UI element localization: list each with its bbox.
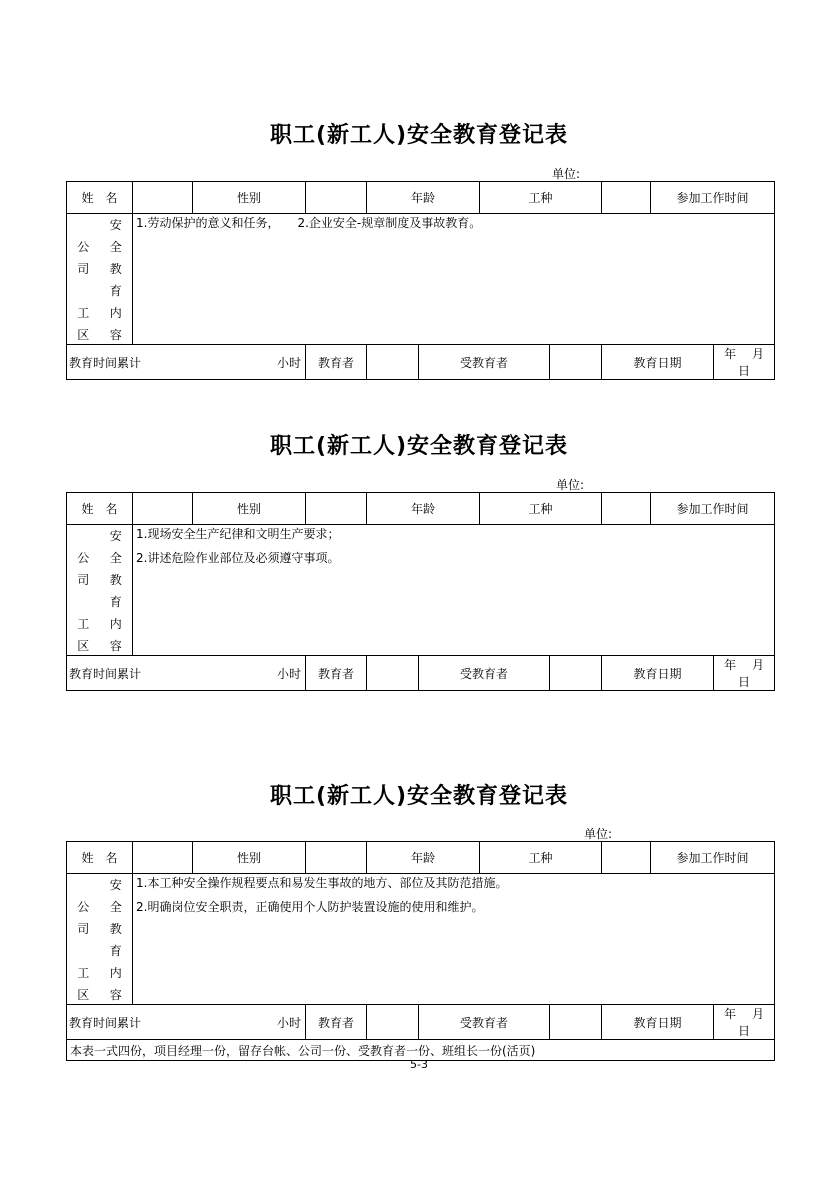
side-char (67, 874, 100, 896)
side-char: 容 (109, 988, 122, 1002)
header-row (67, 493, 775, 525)
registration-table (66, 492, 780, 691)
side-char: 教 (109, 262, 122, 276)
side-char: 育 (109, 595, 122, 609)
side-char: 内 (109, 617, 122, 631)
date-field[interactable]: 年 月 日 (714, 1005, 775, 1040)
side-char: 公 (77, 551, 90, 565)
gender-field[interactable] (306, 182, 367, 214)
side-char: 全 (109, 551, 122, 565)
job-field[interactable] (602, 493, 651, 525)
name-label: 姓 名 (67, 493, 133, 525)
content-line: 1.劳动保护的意义和任务， 2.企业安全-规章制度及事故教育。 (136, 216, 482, 230)
educatee-label: 受教育者 (419, 1005, 550, 1040)
side-char: 育 (109, 944, 122, 958)
side-char: 司 (77, 262, 90, 276)
side-char: 安 (109, 529, 122, 543)
educator-field[interactable] (367, 345, 419, 380)
education-content[interactable] (133, 525, 775, 656)
educatee-field[interactable] (550, 345, 602, 380)
side-char: 教 (109, 573, 122, 587)
side-char: 内 (109, 966, 122, 980)
side-char: 容 (109, 328, 122, 342)
hours-unit: 小时 (255, 1005, 306, 1040)
name-field[interactable] (133, 493, 193, 525)
registration-table (66, 181, 780, 380)
educator-label: 教育者 (306, 345, 367, 380)
unit-label: 单位: (556, 478, 585, 492)
content-row (67, 874, 775, 1005)
side-char: 安 (109, 218, 122, 232)
side-char: 司 (77, 922, 90, 936)
age-label: 年龄 (367, 842, 480, 874)
side-char: 全 (109, 240, 122, 254)
side-char: 公 (77, 900, 90, 914)
footer-row (67, 345, 775, 380)
side-char: 司 (77, 573, 90, 587)
gender-label: 性别 (193, 182, 306, 214)
content-row (67, 214, 775, 345)
content-line: 1.本工种安全操作规程要点和易发生事故的地方、部位及其防范措施。 (136, 876, 508, 890)
hours-unit: 小时 (255, 345, 306, 380)
name-label: 姓 名 (67, 182, 133, 214)
start-work-label: 参加工作时间 (651, 493, 775, 525)
side-char: 区 (77, 639, 90, 653)
side-char (67, 214, 100, 236)
age-label: 年龄 (367, 182, 480, 214)
name-label: 姓 名 (67, 842, 133, 874)
side-char: 育 (109, 284, 122, 298)
side-char: 工 (77, 966, 90, 980)
gender-field[interactable] (306, 493, 367, 525)
side-char (67, 940, 100, 962)
registration-table (66, 841, 780, 1061)
side-label-left (67, 874, 100, 1004)
date-label: 教育日期 (602, 345, 714, 380)
content-line: 2.讲述危险作业部位及必须遵守事项。 (136, 551, 340, 565)
start-work-label: 参加工作时间 (651, 182, 775, 214)
job-field[interactable] (602, 182, 651, 214)
side-label-right (100, 525, 133, 655)
side-label-left (67, 214, 100, 344)
gender-label: 性别 (193, 842, 306, 874)
job-label: 工种 (480, 182, 602, 214)
date-field[interactable]: 年 月 日 (714, 345, 775, 380)
education-content[interactable] (133, 214, 775, 345)
side-label-left (67, 525, 100, 655)
name-field[interactable] (133, 182, 193, 214)
name-field[interactable] (133, 842, 193, 874)
header-row (67, 842, 775, 874)
educator-field[interactable] (367, 656, 419, 691)
job-label: 工种 (480, 842, 602, 874)
date-field[interactable]: 年 月 日 (714, 656, 775, 691)
side-char (67, 525, 100, 547)
educatee-label: 受教育者 (419, 656, 550, 691)
job-label: 工种 (480, 493, 602, 525)
educatee-field[interactable] (550, 656, 602, 691)
hours-total-label: 教育时间累计 (67, 1005, 255, 1040)
job-field[interactable] (602, 842, 651, 874)
note-text: 本表一式四份，项目经理一份，留存台帐、公司一份、受教育者一份、班组长一份(活页) (67, 1040, 775, 1061)
side-char: 安 (109, 878, 122, 892)
side-char: 内 (109, 306, 122, 320)
header-row (67, 182, 775, 214)
gender-field[interactable] (306, 842, 367, 874)
gender-label: 性别 (193, 493, 306, 525)
side-char (67, 591, 100, 613)
content-row (67, 525, 775, 656)
hours-total-label: 教育时间累计 (67, 345, 255, 380)
side-char: 容 (109, 639, 122, 653)
side-char: 工 (77, 617, 90, 631)
side-char: 全 (109, 900, 122, 914)
content-line: 1.现场安全生产纪律和文明生产要求； (136, 527, 340, 541)
side-char: 区 (77, 328, 90, 342)
side-label-right (100, 874, 133, 1004)
hours-unit: 小时 (255, 656, 306, 691)
date-label: 教育日期 (602, 1005, 714, 1040)
age-label: 年龄 (367, 493, 480, 525)
side-char: 公 (77, 240, 90, 254)
hours-total-label: 教育时间累计 (67, 656, 255, 691)
start-work-label: 参加工作时间 (651, 842, 775, 874)
educator-field[interactable] (367, 1005, 419, 1040)
side-char (67, 280, 100, 302)
education-content[interactable] (133, 874, 775, 1005)
side-char: 教 (109, 922, 122, 936)
form-title: 职工(新工人)安全教育登记表 (269, 784, 569, 809)
educatee-field[interactable] (550, 1005, 602, 1040)
educator-label: 教育者 (306, 1005, 367, 1040)
side-label-right (100, 214, 133, 344)
side-char: 区 (77, 988, 90, 1002)
form-title: 职工(新工人)安全教育登记表 (269, 123, 569, 148)
educatee-label: 受教育者 (419, 345, 550, 380)
footer-row (67, 1005, 775, 1040)
footer-row (67, 656, 775, 691)
page-number: 5-3 (410, 1058, 428, 1071)
unit-label: 单位: (584, 827, 613, 841)
content-line: 2.明确岗位安全职责，正确使用个人防护装置设施的使用和维护。 (136, 900, 484, 914)
unit-label: 单位: (552, 167, 581, 181)
educator-label: 教育者 (306, 656, 367, 691)
form-title: 职工(新工人)安全教育登记表 (269, 434, 569, 459)
side-char: 工 (77, 306, 90, 320)
date-label: 教育日期 (602, 656, 714, 691)
